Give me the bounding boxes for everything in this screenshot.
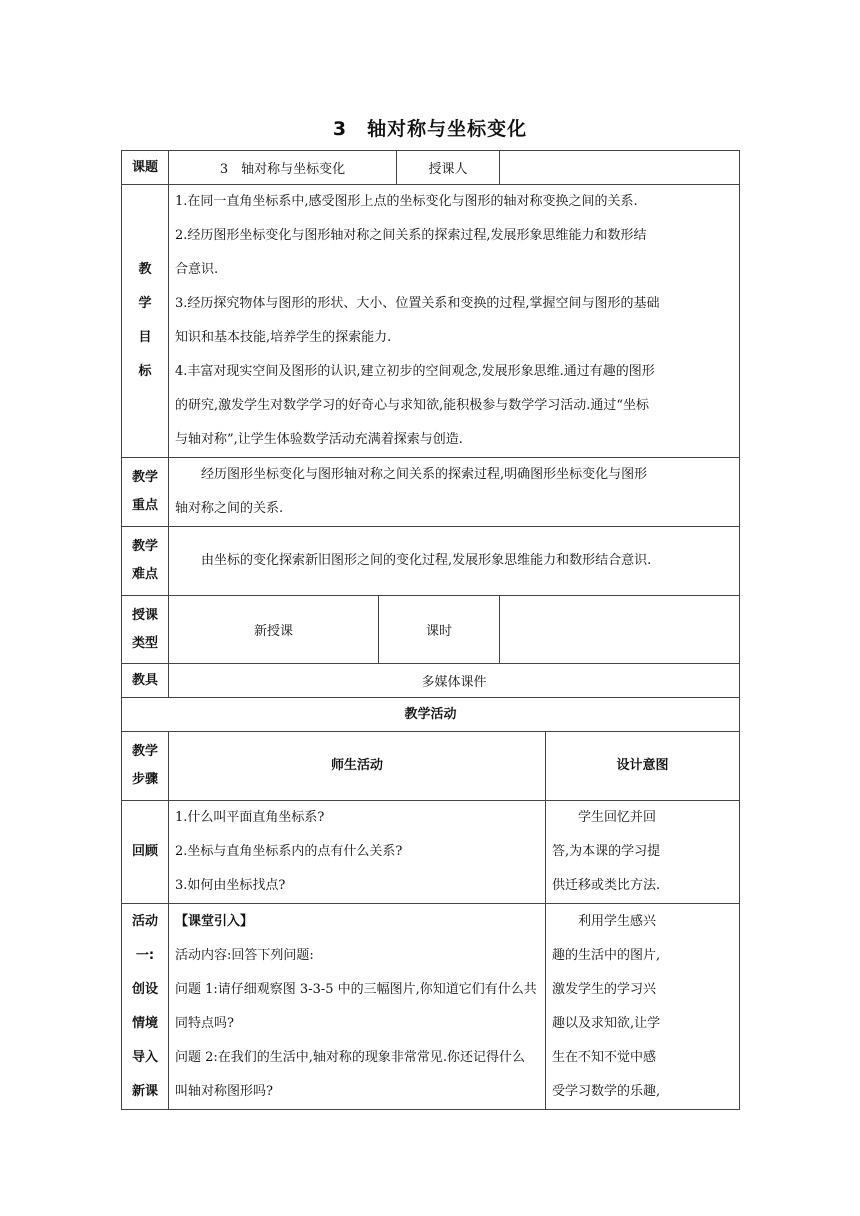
activities-header-row xyxy=(122,698,740,732)
key-point-line: 轴对称之间的关系. xyxy=(175,501,284,516)
key-points-row xyxy=(122,458,740,527)
objectives-label-char: 标 xyxy=(138,364,152,379)
teacher-label: 授课人 xyxy=(397,151,500,185)
activity1-label-line: 一: xyxy=(135,947,155,963)
review-label: 回顾 xyxy=(122,801,169,904)
key-points-label-line: 教学 xyxy=(131,470,158,485)
course-row xyxy=(122,151,740,185)
key-points-content xyxy=(169,458,740,527)
page-title: 3 轴对称与坐标变化 xyxy=(332,118,528,140)
lesson-type-label xyxy=(122,596,169,664)
activity1-label-line: 创设 xyxy=(131,981,158,997)
course-value: 3 轴对称与坐标变化 xyxy=(169,151,397,185)
objective-line: 合意识. xyxy=(175,262,219,277)
activity1-line: 问题 2:在我们的生活中,轴对称的现象非常常见.你还记得什么 xyxy=(175,1049,526,1065)
period-label: 课时 xyxy=(379,596,500,664)
review-intent xyxy=(546,801,740,904)
key-point-line: 经历图形坐标变化与图形轴对称之间关系的探索过程,明确图形坐标变化与图形 xyxy=(201,467,648,482)
lesson-type-label-line: 类型 xyxy=(131,635,158,651)
activity1-label xyxy=(122,904,169,1110)
activity1-intent-line: 趣的生活中的图片, xyxy=(552,947,661,963)
activity1-content xyxy=(169,904,546,1110)
activity1-label-line: 新课 xyxy=(131,1083,158,1099)
objectives-label-char: 目 xyxy=(138,330,152,345)
activity1-intent-line: 趣以及求知欲,让学 xyxy=(552,1015,661,1031)
steps-header-row xyxy=(122,732,740,801)
objectives-content xyxy=(169,185,740,458)
review-intent-line: 供迁移或类比方法. xyxy=(552,878,661,893)
activity1-line: 叫轴对称图形吗? xyxy=(175,1083,273,1099)
objective-line: 的研究,激发学生对数学学习的好奇心与求知欲,能积极参与数学学习活动.通过“坐标 xyxy=(175,398,650,413)
difficulty-line: 由坐标的变化探索新旧图形之间的变化过程,发展形象思维能力和数形结合意识. xyxy=(201,553,652,568)
objectives-label-char: 教 xyxy=(138,262,152,277)
activity1-label-line: 情境 xyxy=(131,1015,158,1031)
objective-line: 知识和基本技能,培养学生的探索能力. xyxy=(175,330,392,345)
lesson-type-value: 新授课 xyxy=(169,596,379,664)
objective-line: 1.在同一直角坐标系中,感受图形上点的坐标变化与图形的轴对称变换之间的关系. xyxy=(175,194,638,209)
activity1-intent-line: 利用学生感兴 xyxy=(578,913,657,929)
difficulties-row xyxy=(122,527,740,596)
objectives-row xyxy=(122,185,740,458)
activity1-line: 活动内容:回答下列问题: xyxy=(175,947,314,963)
lesson-type-row xyxy=(122,596,740,664)
course-label: 课题 xyxy=(122,151,169,185)
tools-label: 教具 xyxy=(122,664,169,698)
period-value xyxy=(500,596,740,664)
review-content xyxy=(169,801,546,904)
activity1-intent-line: 受学习数学的乐趣, xyxy=(552,1083,661,1099)
review-intent-line: 学生回忆并回 xyxy=(578,810,657,825)
activity1-row xyxy=(122,904,740,1110)
design-intent-header: 设计意图 xyxy=(546,732,740,801)
tools-value: 多媒体课件 xyxy=(169,664,740,698)
activity1-line: 同特点吗? xyxy=(175,1015,234,1031)
teacher-value xyxy=(500,151,740,185)
review-line: 1.什么叫平面直角坐标系? xyxy=(175,810,325,825)
review-intent-line: 答,为本课的学习提 xyxy=(552,844,661,859)
activities-header: 教学活动 xyxy=(122,698,740,732)
lesson-type-label-line: 授课 xyxy=(131,607,158,623)
objective-line: 4.丰富对现实空间及图形的认识,建立初步的空间观念,发展形象思维.通过有趣的图形 xyxy=(175,364,655,379)
lesson-plan-table xyxy=(121,150,740,1110)
objectives-label-char: 学 xyxy=(138,296,152,311)
objective-line: 2.经历图形坐标变化与图形轴对称之间关系的探索过程,发展形象思维能力和数形结 xyxy=(175,228,647,243)
tools-row xyxy=(122,664,740,698)
activity1-label-line: 导入 xyxy=(131,1049,158,1065)
difficulties-label-line: 难点 xyxy=(131,567,158,582)
activity1-intent xyxy=(546,904,740,1110)
review-line: 3.如何由坐标找点? xyxy=(175,878,286,893)
review-row xyxy=(122,801,740,904)
classroom-intro-heading: 【课堂引入】 xyxy=(175,913,254,929)
steps-label-line: 教学 xyxy=(131,744,158,759)
steps-label-line: 步骤 xyxy=(131,772,158,787)
difficulties-label-line: 教学 xyxy=(131,539,158,554)
review-line: 2.坐标与直角坐标系内的点有什么关系? xyxy=(175,844,403,859)
activity1-line: 问题 1:请仔细观察图 3-3-5 中的三幅图片,你知道它们有什么共 xyxy=(175,981,537,997)
key-points-label xyxy=(122,458,169,527)
difficulties-label xyxy=(122,527,169,596)
objective-line: 3.经历探究物体与图形的形状、大小、位置关系和变换的过程,掌握空间与图形的基础 xyxy=(175,296,660,311)
difficulties-content xyxy=(169,527,740,596)
objective-line: 与轴对称”,让学生体验数学活动充满着探索与创造. xyxy=(175,432,463,447)
key-points-label-line: 重点 xyxy=(131,498,158,513)
steps-label xyxy=(122,732,169,801)
objectives-label xyxy=(122,185,169,458)
teacher-student-activity-header: 师生活动 xyxy=(169,732,546,801)
activity1-intent-line: 激发学生的学习兴 xyxy=(552,981,657,997)
activity1-label-line: 活动 xyxy=(131,913,158,929)
activity1-intent-line: 生在不知不觉中感 xyxy=(552,1049,657,1065)
